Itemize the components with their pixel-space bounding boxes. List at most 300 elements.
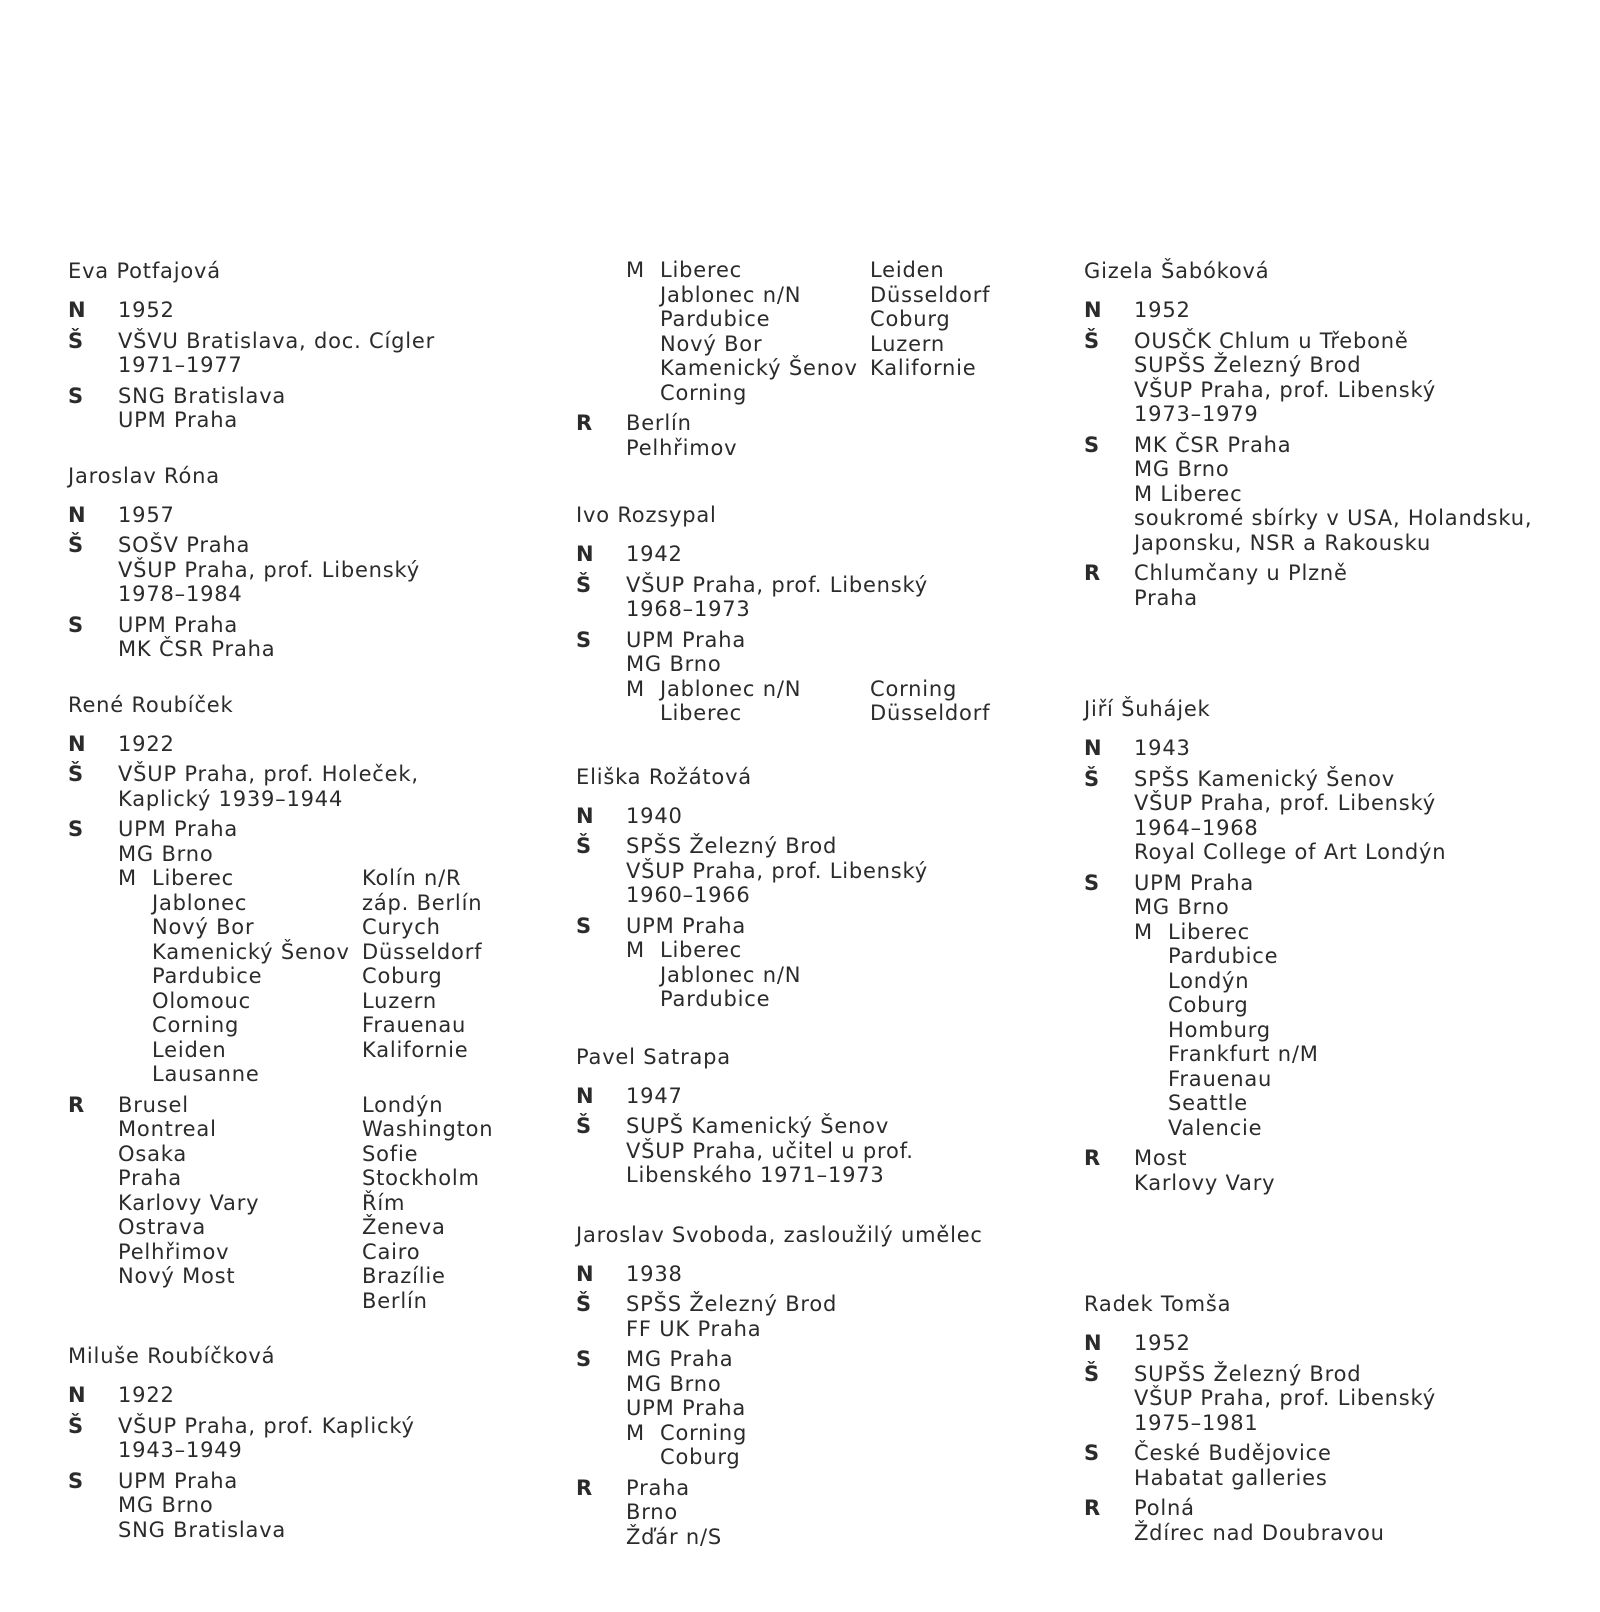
field-label: R	[576, 1475, 593, 1500]
field-values	[626, 804, 1046, 829]
field-line: MG Brno	[626, 652, 722, 676]
field-line: VŠUP Praha, prof. Libenský	[626, 858, 928, 883]
field-line: UPM Praha	[1134, 870, 1255, 895]
place-item: Ostrava	[118, 1215, 207, 1239]
museum-group-label: M	[626, 1420, 645, 1445]
museum-list	[660, 1421, 870, 1470]
field-label: S	[1084, 1441, 1100, 1465]
museum-item: Luzern	[362, 988, 437, 1013]
field-line: Pelhřimov	[626, 435, 738, 460]
field-row	[68, 384, 538, 433]
field-line: 1938	[626, 1261, 683, 1286]
artist-entry	[576, 1044, 1046, 1188]
field-line: 1971–1977	[118, 353, 243, 377]
artist-entry	[1084, 1291, 1584, 1545]
place-list-col-2	[362, 1093, 538, 1314]
place-item: Nový Most	[118, 1264, 236, 1288]
museum-group	[626, 677, 1046, 726]
field-values	[626, 1114, 1046, 1188]
museum-group	[118, 866, 538, 1087]
field-row	[68, 613, 538, 662]
museum-group-label: M	[626, 676, 645, 701]
field-row	[68, 1469, 538, 1543]
field-label: R	[68, 1092, 85, 1117]
museum-item: Düsseldorf	[870, 701, 991, 725]
museum-item: Corning	[152, 1013, 240, 1037]
museum-list-col-1	[660, 938, 870, 1012]
artist-name: Gizela Šabóková	[1084, 259, 1270, 283]
field-label: N	[1084, 736, 1103, 760]
field-row	[68, 762, 538, 811]
place-item: Sofie	[362, 1141, 419, 1166]
field-values	[1134, 1146, 1584, 1195]
field-values	[1134, 1362, 1584, 1436]
field-line: Brno	[626, 1500, 679, 1524]
artist-name: Eliška Rožátová	[576, 764, 752, 789]
field-row	[68, 732, 538, 757]
field-label: Š	[576, 1114, 592, 1138]
field-values	[118, 732, 538, 757]
artist-name: Ivo Rozsypal	[576, 503, 717, 527]
field-line: UPM Praha	[118, 1468, 239, 1493]
field-values	[626, 834, 1046, 908]
field-values	[1134, 433, 1584, 556]
place-item: Berlín	[362, 1288, 428, 1313]
museum-item: Londýn	[1168, 968, 1250, 993]
field-line: Polná	[1134, 1496, 1195, 1520]
field-line: 1952	[1134, 298, 1191, 322]
museum-list	[152, 866, 482, 1087]
field-line: MG Brno	[118, 841, 214, 866]
field-label: N	[576, 542, 595, 566]
place-list-col-1	[118, 1093, 362, 1314]
museum-item: Düsseldorf	[870, 282, 991, 307]
field-line: VŠUP Praha, prof. Libenský	[1134, 1386, 1436, 1410]
museum-item: Pardubice	[1168, 944, 1279, 968]
field-line: VŠUP Praha, prof. Libenský	[1134, 791, 1436, 815]
field-line: 1975–1981	[1134, 1410, 1259, 1435]
field-line: VŠUP Praha, učitel u prof.	[626, 1138, 914, 1163]
field-line: 1922	[118, 1383, 175, 1407]
field-line: 1968–1973	[626, 597, 751, 621]
field-row	[68, 503, 538, 528]
field-values	[626, 1476, 1046, 1550]
field-label: R	[1084, 1146, 1101, 1170]
field-line: Berlín	[626, 411, 692, 435]
field-row	[68, 298, 538, 323]
field-row	[576, 1114, 1046, 1188]
column-right	[1084, 258, 1584, 1575]
field-values	[118, 298, 538, 323]
field-line: MG Brno	[1134, 895, 1230, 919]
museum-item: Luzern	[870, 331, 945, 356]
museum-item: Coburg	[870, 307, 951, 331]
field-line: Praha	[626, 1475, 690, 1500]
field-values	[626, 1292, 1046, 1341]
museum-item: Nový Bor	[152, 915, 255, 939]
field-label: N	[68, 1383, 87, 1407]
place-item: Pelhřimov	[118, 1239, 230, 1264]
museum-group	[1134, 920, 1584, 1141]
field-values	[1134, 1441, 1584, 1490]
field-line: 1952	[1134, 1331, 1191, 1355]
artist-entry	[576, 1222, 1046, 1550]
museum-item: Pardubice	[152, 964, 263, 988]
field-row	[576, 411, 1046, 460]
field-line: 1940	[626, 803, 683, 828]
museum-item: Frankfurt n/M	[1168, 1042, 1319, 1066]
field-line: M Liberec	[1134, 481, 1243, 506]
museum-item: Kolín n/R	[362, 866, 462, 890]
museum-list-col-1	[1168, 920, 1378, 1141]
field-label: S	[576, 627, 592, 652]
field-values	[626, 542, 1046, 567]
museum-item: Corning	[870, 676, 958, 701]
field-row	[1084, 871, 1584, 1141]
field-line: 1973–1979	[1134, 402, 1259, 426]
artist-name: Jaroslav Róna	[68, 463, 220, 488]
museum-group-label: M	[626, 938, 645, 962]
museum-item: Leiden	[152, 1037, 227, 1062]
field-line: 1960–1966	[626, 883, 751, 907]
field-line: 1978–1984	[118, 582, 243, 606]
field-line: UPM Praha	[626, 913, 747, 938]
field-line: Chlumčany u Plzně	[1134, 561, 1348, 585]
field-label: S	[1084, 432, 1100, 457]
museum-item: Liberec	[660, 938, 743, 962]
field-line: Habatat galleries	[1134, 1465, 1328, 1490]
field-line: MG Brno	[626, 1371, 722, 1396]
field-line: SNG Bratislava	[118, 383, 287, 408]
field-line: UPM Praha	[118, 408, 239, 432]
field-row	[1084, 1441, 1584, 1490]
field-label: Š	[68, 762, 84, 786]
museum-item: Kalifornie	[870, 356, 977, 380]
museum-group	[626, 938, 1046, 1012]
field-line: SPŠS Železný Brod	[626, 1292, 838, 1316]
field-row	[68, 1414, 538, 1463]
field-line: UPM Praha	[626, 1396, 747, 1420]
museum-group-label: M	[118, 866, 137, 890]
museum-item: Düsseldorf	[362, 939, 483, 964]
museum-item: Valencie	[1168, 1115, 1263, 1140]
field-row	[1084, 329, 1584, 427]
field-line: VŠUP Praha, prof. Kaplický	[118, 1413, 415, 1438]
field-values	[118, 762, 538, 811]
museum-item: Leiden	[870, 258, 945, 282]
field-values	[626, 573, 1046, 622]
field-line: UPM Praha	[118, 612, 239, 637]
field-values	[118, 1469, 538, 1543]
field-row	[68, 1093, 538, 1314]
artist-entry	[576, 502, 1046, 726]
field-label: N	[576, 1261, 595, 1286]
field-continued	[576, 258, 1046, 405]
artist-name: René Roubíček	[68, 692, 234, 717]
museum-item: Frauenau	[1168, 1066, 1273, 1091]
museum-list-col-2	[362, 866, 482, 1087]
field-row	[576, 804, 1046, 829]
field-line: 1943–1949	[118, 1438, 243, 1462]
artist-entry	[68, 463, 538, 662]
museum-group	[626, 1421, 1046, 1470]
field-line: Most	[1134, 1146, 1188, 1170]
field-line: MK ČSR Praha	[118, 637, 276, 661]
field-row	[1084, 1146, 1584, 1195]
field-values	[118, 613, 538, 662]
field-label: Š	[1084, 766, 1100, 791]
field-values	[118, 503, 538, 528]
field-line: SNG Bratislava	[118, 1517, 287, 1542]
artist-name: Pavel Satrapa	[576, 1044, 731, 1069]
artist-entry	[576, 258, 1046, 460]
field-row	[68, 329, 538, 378]
field-line: Japonsku, NSR a Rakousku	[1134, 530, 1432, 555]
field-line: MG Brno	[118, 1493, 214, 1517]
field-label: N	[1084, 1331, 1103, 1355]
field-line: Karlovy Vary	[1134, 1170, 1276, 1195]
museum-list	[660, 938, 870, 1012]
museum-item: Homburg	[1168, 1017, 1271, 1042]
field-values	[1134, 1496, 1584, 1545]
place-list	[118, 1093, 538, 1314]
field-line: Ždírec nad Doubravou	[1134, 1520, 1385, 1545]
field-values	[1134, 736, 1584, 761]
field-row	[1084, 1331, 1584, 1356]
field-line: Royal College of Art Londýn	[1134, 840, 1447, 864]
artist-entry	[576, 764, 1046, 1012]
museum-item: Corning	[660, 380, 748, 405]
museum-item: Jablonec	[152, 890, 248, 915]
field-line: FF UK Praha	[626, 1316, 762, 1341]
field-line: 1947	[626, 1083, 683, 1108]
field-row	[1084, 767, 1584, 865]
museum-item: Liberec	[660, 701, 743, 725]
museum-group-label: M	[626, 258, 645, 282]
field-line: OUSČK Chlum u Třeboně	[1134, 328, 1409, 353]
field-line: UPM Praha	[118, 817, 239, 841]
field-label: S	[68, 383, 84, 408]
field-row	[1084, 561, 1584, 610]
field-values	[118, 817, 538, 1087]
museum-item: Coburg	[1168, 993, 1249, 1017]
place-item: Stockholm	[362, 1166, 480, 1190]
field-label: N	[68, 731, 87, 756]
museum-item: Pardubice	[660, 307, 771, 331]
field-row	[1084, 1496, 1584, 1545]
field-line: 1957	[118, 502, 175, 527]
museum-item: Seattle	[1168, 1091, 1248, 1115]
field-label: Š	[1084, 328, 1100, 353]
field-row	[576, 914, 1046, 1012]
museum-list-col-1	[660, 1421, 870, 1470]
field-row	[1084, 736, 1584, 761]
field-values	[118, 533, 538, 607]
field-values	[626, 258, 1046, 405]
field-label: R	[1084, 561, 1101, 585]
place-item: Ženeva	[362, 1215, 446, 1239]
place-item: Cairo	[362, 1239, 421, 1264]
field-values	[118, 329, 538, 378]
field-line: VŠVU Bratislava, doc. Cígler	[118, 328, 436, 353]
artist-entry	[68, 1343, 538, 1542]
field-row	[1084, 298, 1584, 323]
place-item: Řím	[362, 1190, 406, 1215]
place-item: Osaka	[118, 1141, 187, 1166]
field-values	[118, 1414, 538, 1463]
museum-item: Coburg	[660, 1445, 741, 1469]
field-label: N	[576, 803, 595, 828]
place-item: Washington	[362, 1117, 494, 1141]
field-line: SUPŠ Kamenický Šenov	[626, 1114, 890, 1138]
field-values	[118, 384, 538, 433]
museum-group	[626, 258, 1046, 405]
museum-item: Jablonec n/N	[660, 282, 802, 307]
museum-item: Liberec	[152, 866, 235, 890]
artist-name: Radek Tomša	[1084, 1292, 1232, 1316]
field-line: Libenského 1971–1973	[626, 1163, 885, 1187]
field-label: Š	[68, 1413, 84, 1438]
place-item: Londýn	[362, 1092, 444, 1117]
field-label: Š	[576, 572, 592, 597]
field-label: N	[576, 1083, 595, 1108]
field-line: 1942	[626, 542, 683, 566]
field-values	[626, 914, 1046, 1012]
museum-list-col-1	[660, 258, 870, 405]
museum-item: Pardubice	[660, 987, 771, 1011]
field-values	[1134, 561, 1584, 610]
museum-item: Curych	[362, 915, 441, 939]
artist-name: Jaroslav Svoboda, zasloužilý umělec	[576, 1222, 983, 1247]
field-values	[626, 1084, 1046, 1109]
field-label: Š	[68, 328, 84, 353]
museum-item: záp. Berlín	[362, 890, 483, 915]
museum-list	[660, 677, 990, 726]
museum-item: Olomouc	[152, 988, 251, 1013]
field-line: Žďár n/S	[626, 1524, 723, 1549]
field-line: SUPŠS Železný Brod	[1134, 1361, 1362, 1386]
place-item: Montreal	[118, 1117, 217, 1141]
field-values	[626, 1262, 1046, 1287]
field-row	[576, 834, 1046, 908]
field-label	[576, 258, 626, 405]
field-values	[1134, 329, 1584, 427]
field-line: SOŠV Praha	[118, 533, 251, 557]
museum-item: Jablonec n/N	[660, 962, 802, 987]
field-row	[576, 542, 1046, 567]
museum-item: Kamenický Šenov	[660, 356, 858, 380]
field-label: S	[576, 1347, 592, 1371]
field-line: 1922	[118, 731, 175, 756]
museum-item: Kalifornie	[362, 1037, 469, 1062]
field-label: S	[1084, 870, 1100, 895]
artist-name: Miluše Roubíčková	[68, 1344, 276, 1368]
field-values	[1134, 871, 1584, 1141]
field-line: SUPŠS Železný Brod	[1134, 353, 1362, 377]
field-row	[68, 1383, 538, 1408]
museum-list-col-2	[870, 677, 990, 726]
field-row	[1084, 1362, 1584, 1436]
field-values	[118, 1093, 538, 1314]
museum-list-col-2	[870, 258, 990, 405]
field-row	[1084, 433, 1584, 556]
museum-list	[660, 258, 990, 405]
place-item: Brusel	[118, 1092, 189, 1117]
museum-list-col-1	[152, 866, 362, 1087]
field-line: VŠUP Praha, prof. Libenský	[118, 557, 420, 582]
field-label: R	[576, 411, 593, 435]
place-item: Brazílie	[362, 1264, 446, 1288]
field-label: Š	[576, 834, 592, 858]
field-row	[576, 1347, 1046, 1470]
artist-entry	[1084, 696, 1584, 1195]
field-label: S	[576, 913, 592, 938]
field-values	[626, 628, 1046, 726]
field-label: S	[68, 817, 84, 841]
field-row	[68, 533, 538, 607]
museum-list	[1168, 920, 1378, 1141]
field-line: MG Brno	[1134, 457, 1230, 481]
field-row	[576, 628, 1046, 726]
museum-item: Kamenický Šenov	[152, 939, 350, 964]
field-row	[576, 1292, 1046, 1341]
place-item: Karlovy Vary	[118, 1190, 260, 1215]
museum-item: Nový Bor	[660, 331, 763, 356]
field-line: VŠUP Praha, prof. Libenský	[626, 572, 928, 597]
field-values	[626, 411, 1046, 460]
museum-item: Lausanne	[152, 1062, 260, 1086]
artist-name: Eva Potfajová	[68, 259, 221, 283]
field-values	[626, 1347, 1046, 1470]
field-row	[576, 1476, 1046, 1550]
field-label: N	[1084, 298, 1103, 322]
column-middle	[576, 258, 1046, 1579]
museum-item: Corning	[660, 1420, 748, 1445]
field-line: České Budějovice	[1134, 1441, 1332, 1465]
field-label: Š	[1084, 1361, 1100, 1386]
museum-item: Jablonec n/N	[660, 676, 802, 701]
artist-entry	[1084, 258, 1584, 610]
museum-item: Liberec	[1168, 919, 1251, 944]
field-values	[118, 1383, 538, 1408]
field-values	[1134, 298, 1584, 323]
museum-item: Coburg	[362, 964, 443, 988]
field-row	[576, 1084, 1046, 1109]
field-line: soukromé sbírky v USA, Holandsku,	[1134, 506, 1533, 530]
artist-name: Jiří Šuhájek	[1084, 697, 1211, 721]
field-values	[1134, 767, 1584, 865]
field-line: 1943	[1134, 736, 1191, 760]
field-label: S	[68, 1468, 84, 1493]
field-line: MG Praha	[626, 1347, 734, 1371]
museum-item: Liberec	[660, 258, 743, 282]
field-line: Kaplický 1939–1944	[118, 786, 344, 811]
field-line: VŠUP Praha, prof. Libenský	[1134, 377, 1436, 402]
field-line: MK ČSR Praha	[1134, 432, 1292, 457]
field-line: VŠUP Praha, prof. Holeček,	[118, 762, 419, 786]
field-label: Š	[576, 1292, 592, 1316]
field-line: SPŠS Železný Brod	[626, 834, 838, 858]
field-line: UPM Praha	[626, 627, 747, 652]
place-item: Praha	[118, 1166, 182, 1190]
field-label: S	[68, 612, 84, 637]
column-left	[68, 258, 538, 1572]
field-line: Praha	[1134, 585, 1198, 610]
field-row	[576, 1262, 1046, 1287]
artist-entry	[68, 692, 538, 1314]
field-line: SPŠS Kamenický Šenov	[1134, 766, 1396, 791]
field-line: 1952	[118, 298, 175, 322]
